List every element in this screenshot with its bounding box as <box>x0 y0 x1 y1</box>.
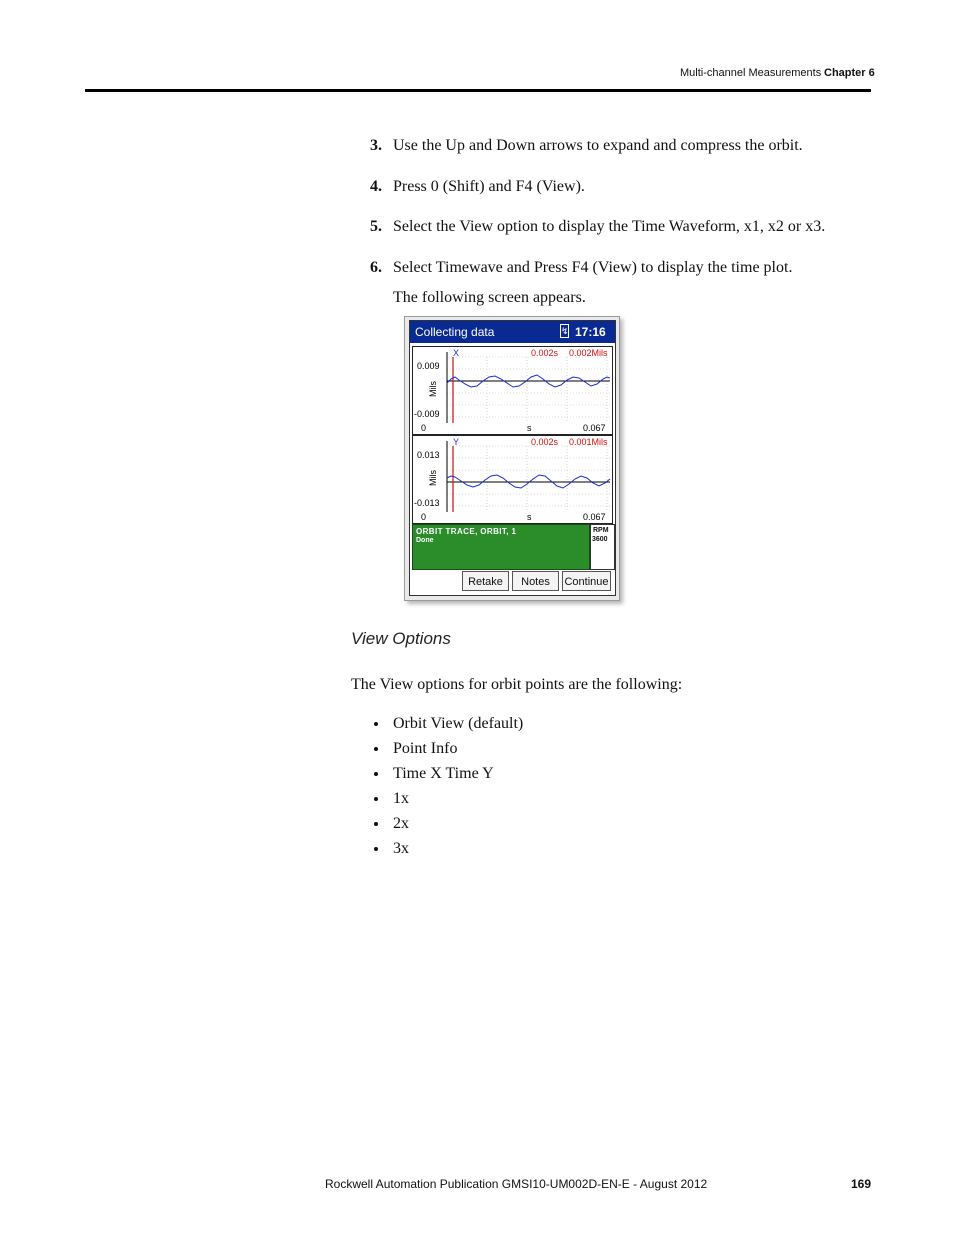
step-5 <box>370 217 825 237</box>
list-item <box>371 814 523 839</box>
list-item-label: 1x <box>393 790 409 807</box>
bullet-icon <box>374 722 378 726</box>
retake-button[interactable]: Retake <box>462 571 509 591</box>
list-item <box>371 739 523 764</box>
step-number: 4. <box>370 178 382 195</box>
bullet-icon <box>374 822 378 826</box>
cursor-value: 0.002Mils <box>569 348 608 358</box>
section-heading: View Options <box>351 629 451 648</box>
step-6 <box>370 258 792 278</box>
waveform-plot-x <box>412 346 613 435</box>
step-number: 5. <box>370 218 382 235</box>
step-number: 6. <box>370 259 382 276</box>
device-screen <box>409 320 616 596</box>
bullet-icon <box>374 847 378 851</box>
x-axis-start: 0 <box>421 423 427 433</box>
device-frame <box>404 316 620 601</box>
footer-publication: Rockwell Automation Publication GMSI10-UM002D-EN-E - August 2012 <box>325 1177 708 1191</box>
cursor-time: 0.002s <box>531 348 559 358</box>
device-screenshot <box>404 316 622 603</box>
x-axis-end: 0.067 <box>583 423 606 433</box>
bullet-icon <box>374 772 378 776</box>
step-3 <box>370 136 803 156</box>
rpm-value: 3600 <box>592 536 608 543</box>
step-text: Use the Up and Down arrows to expand and compress the orbit. <box>393 137 803 154</box>
battery-icon: ↯ <box>561 326 569 336</box>
step-4 <box>370 177 585 197</box>
section-intro: The View options for orbit points are the following: <box>351 676 683 693</box>
following-screen-text: The following screen appears. <box>393 289 586 306</box>
rpm-panel <box>590 524 615 570</box>
y-axis-bottom: -0.009 <box>414 409 440 419</box>
list-item-label: 2x <box>393 815 409 832</box>
channel-label: X <box>453 348 460 358</box>
header-rule <box>85 89 871 92</box>
plot-grid <box>447 357 610 421</box>
bullet-icon <box>374 747 378 751</box>
y-axis-top: 0.009 <box>417 361 440 371</box>
view-options-list <box>371 714 523 864</box>
list-item <box>371 789 523 814</box>
y-axis-bottom: -0.013 <box>414 498 440 508</box>
status-subtitle: Done <box>416 537 434 544</box>
step-number: 3. <box>370 137 382 154</box>
status-title: ORBIT TRACE, ORBIT, 1 <box>416 527 517 536</box>
device-titlebar <box>410 321 615 343</box>
step-text: Select Timewave and Press F4 (View) to display the time plot. <box>393 259 793 276</box>
list-item <box>371 714 523 739</box>
waveform-plot-y <box>412 435 613 524</box>
running-header-section: Multi-channel Measurements <box>680 67 822 79</box>
x-axis-end: 0.067 <box>583 512 606 522</box>
y-axis-top: 0.013 <box>417 450 440 460</box>
list-item <box>371 764 523 789</box>
x-axis-start: 0 <box>421 512 427 522</box>
running-header-chapter: Chapter 6 <box>824 67 875 79</box>
list-item-label: Orbit View (default) <box>393 715 524 732</box>
page-number: 169 <box>851 1177 872 1191</box>
y-axis-label: Mils <box>428 381 438 397</box>
bullet-icon <box>374 797 378 801</box>
list-item-label: Point Info <box>393 740 458 757</box>
step-text: Select the View option to display the Time Waveform, x1, x2 or x3. <box>393 218 826 235</box>
cursor-time: 0.002s <box>531 437 559 447</box>
channel-label: Y <box>453 437 460 447</box>
x-axis-unit: s <box>527 512 532 522</box>
status-panel <box>412 524 590 570</box>
x-axis-unit: s <box>527 423 532 433</box>
cursor-value: 0.001Mils <box>569 437 608 447</box>
notes-button[interactable]: Notes <box>512 571 559 591</box>
list-item <box>371 839 523 864</box>
device-clock: 17:16 <box>575 325 606 339</box>
y-axis-label: Mils <box>428 470 438 486</box>
step-text: Press 0 (Shift) and F4 (View). <box>393 178 585 195</box>
rpm-label: RPM <box>593 527 609 534</box>
list-item-label: Time X Time Y <box>393 765 494 782</box>
continue-button[interactable]: Continue <box>562 571 611 591</box>
device-title: Collecting data <box>415 325 495 339</box>
list-item-label: 3x <box>393 840 409 857</box>
